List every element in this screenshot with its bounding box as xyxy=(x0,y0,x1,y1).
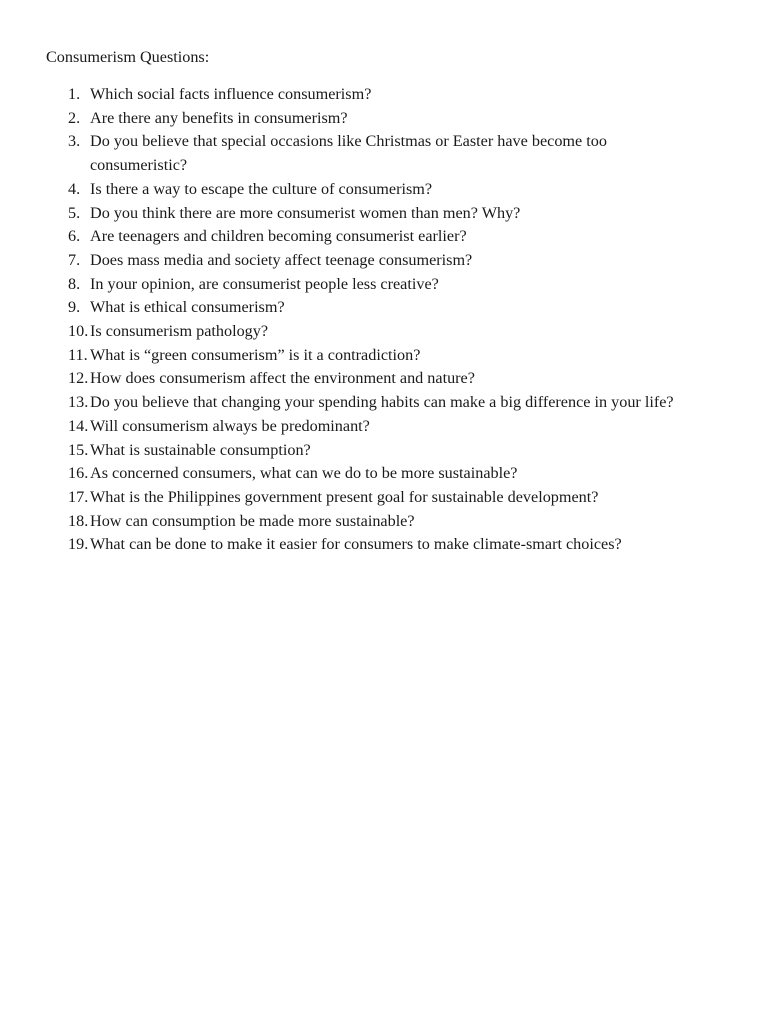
question-text: Are teenagers and children becoming consumerist earlier? xyxy=(90,227,467,246)
question-number: 12. xyxy=(68,369,89,388)
question-item xyxy=(0,533,768,557)
question-item xyxy=(0,225,768,249)
question-number: 2. xyxy=(68,108,81,127)
question-number: 18. xyxy=(68,511,89,530)
question-item xyxy=(0,83,768,107)
question-item xyxy=(0,107,768,131)
question-text: Is there a way to escape the culture of consumerism? xyxy=(90,179,433,198)
question-text: In your opinion, are consumerist people less creative? xyxy=(90,274,439,293)
question-item xyxy=(0,344,768,368)
question-item xyxy=(0,130,768,177)
question-text: As concerned consumers, what can we do to be more sustainable? xyxy=(90,464,518,483)
question-number: 5. xyxy=(68,203,81,222)
question-item xyxy=(0,367,768,391)
question-text: What is sustainable consumption? xyxy=(90,440,311,459)
question-number: 19. xyxy=(68,535,89,554)
question-item xyxy=(0,249,768,273)
question-text: Do you think there are more consumerist women than men? Why? xyxy=(90,203,521,222)
question-number: 15. xyxy=(68,440,89,459)
question-number: 6. xyxy=(68,227,81,246)
question-number: 11. xyxy=(68,345,88,364)
question-item xyxy=(0,391,768,415)
question-list xyxy=(0,83,768,557)
question-text: Does mass media and society affect teenage consumerism? xyxy=(90,250,473,269)
question-item xyxy=(0,462,768,486)
document-title: Consumerism Questions: xyxy=(46,48,210,66)
question-number: 16. xyxy=(68,464,89,483)
question-text: Is consumerism pathology? xyxy=(90,322,269,341)
question-text: How can consumption be made more sustainable? xyxy=(90,511,415,530)
question-number: 10. xyxy=(68,322,89,341)
question-text: What can be done to make it easier for consumers to make climate-smart choices? xyxy=(90,535,622,554)
question-text: What is the Philippines government present goal for sustainable development? xyxy=(90,487,599,506)
question-item xyxy=(0,320,768,344)
question-item xyxy=(0,296,768,320)
question-text: Are there any benefits in consumerism? xyxy=(90,108,348,127)
question-number: 17. xyxy=(68,487,89,506)
question-number: 13. xyxy=(68,393,89,412)
question-number: 14. xyxy=(68,416,89,435)
question-number: 8. xyxy=(68,274,81,293)
question-number: 9. xyxy=(68,298,81,317)
question-item xyxy=(0,510,768,534)
question-item xyxy=(0,439,768,463)
question-item xyxy=(0,178,768,202)
question-text: What is ethical consumerism? xyxy=(90,298,285,317)
question-text: Will consumerism always be predominant? xyxy=(90,416,370,435)
question-text: Which social facts influence consumerism? xyxy=(90,85,372,103)
question-text: Do you believe that special occasions like Christmas or Easter have become too consumeristic? xyxy=(90,132,607,175)
question-number: 7. xyxy=(68,250,81,269)
question-number: 4. xyxy=(68,179,81,198)
question-number: 1. xyxy=(68,85,81,103)
question-item xyxy=(0,486,768,510)
question-text: How does consumerism affect the environment and nature? xyxy=(90,369,475,388)
question-text: Do you believe that changing your spending habits can make a big difference in your life? xyxy=(90,393,674,412)
question-item xyxy=(0,273,768,297)
question-text: What is “green consumerism” is it a contradiction? xyxy=(90,345,421,364)
question-item xyxy=(0,415,768,439)
question-item xyxy=(0,202,768,226)
question-number: 3. xyxy=(68,132,81,151)
